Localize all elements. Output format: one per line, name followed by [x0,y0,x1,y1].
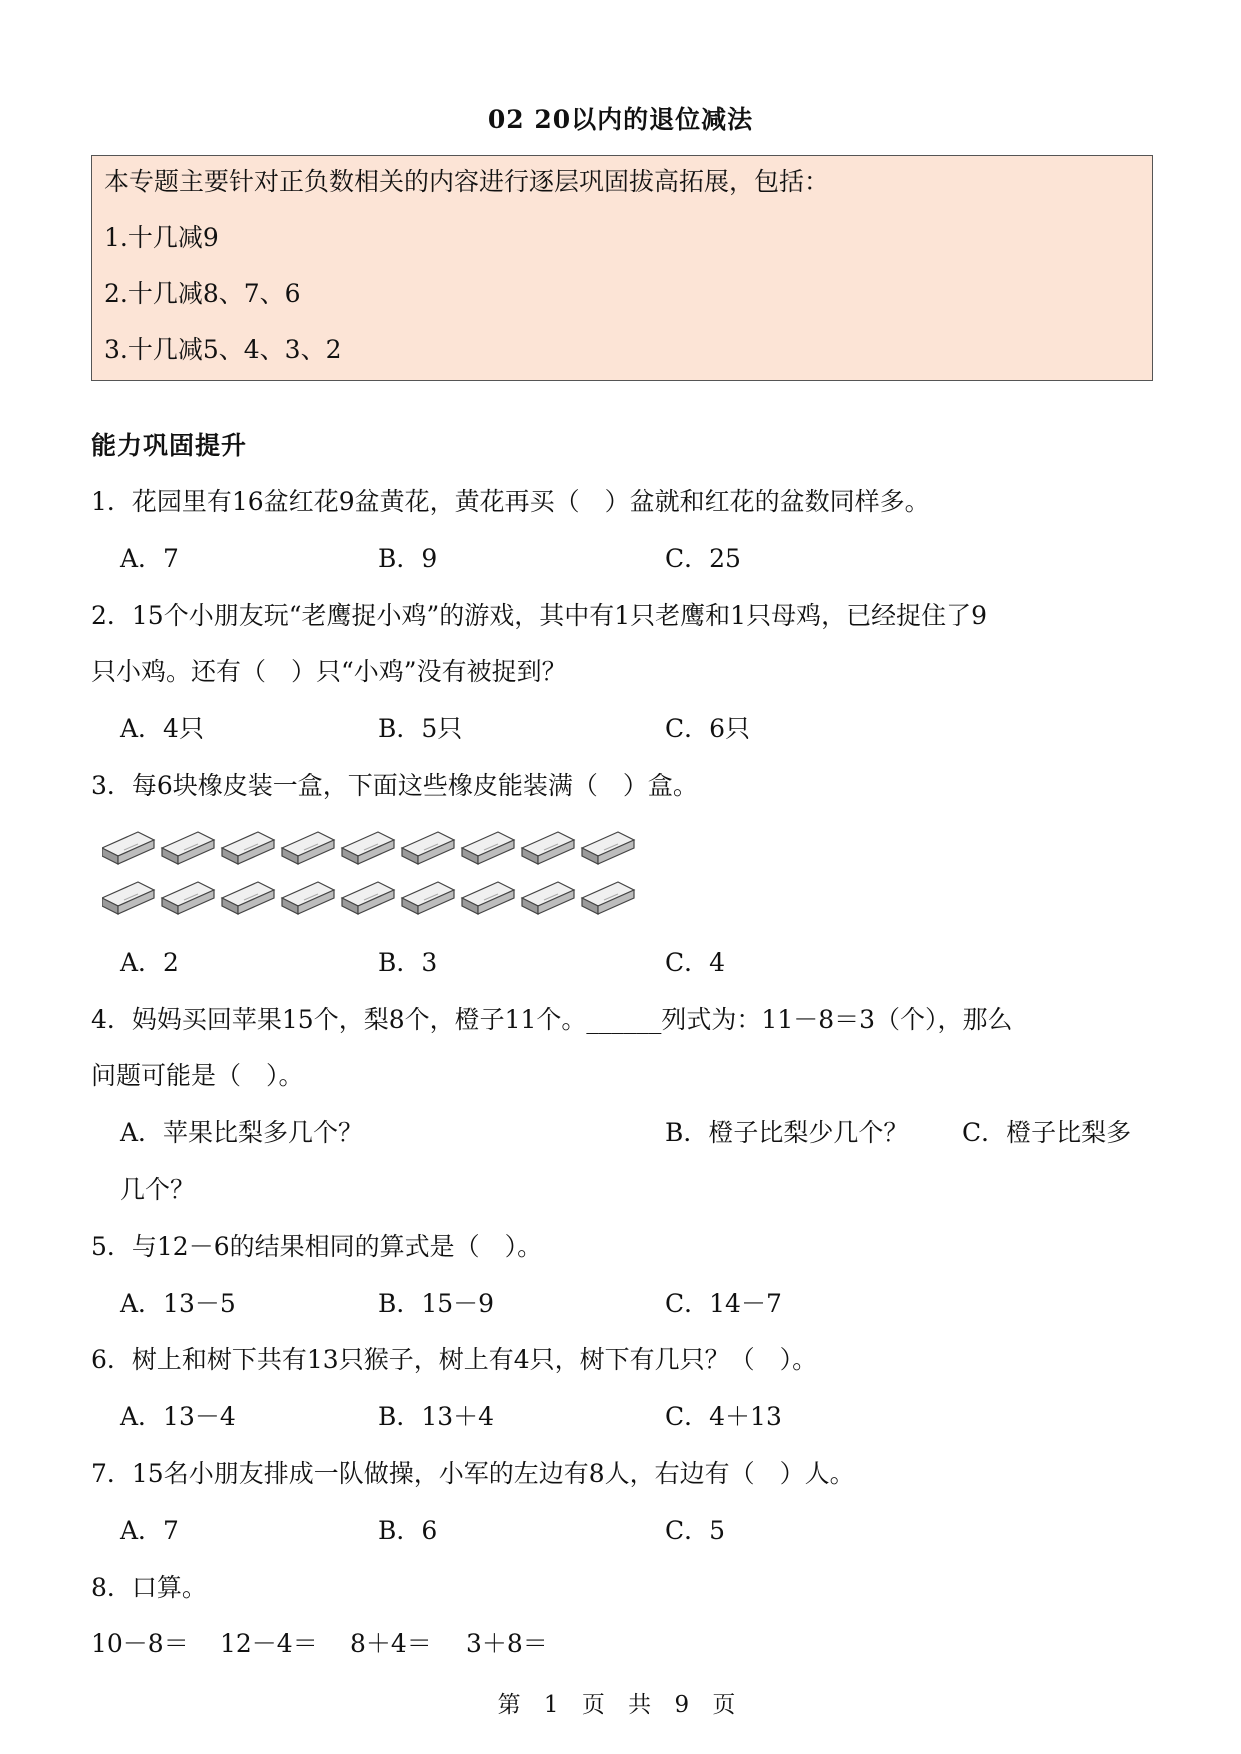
eraser-icon [342,882,394,914]
intro-box [91,155,1153,381]
question-1-option-a: A．7 [120,544,179,573]
question-5-option-b: B．15－9 [378,1289,495,1318]
question-8-expression: 3＋8＝ [466,1629,548,1658]
eraser-icon [282,882,334,914]
question-6-option-b: B．13＋4 [378,1402,495,1431]
eraser-icon [162,882,214,914]
question-2-stem: 2．15个小朋友玩“老鹰捉小鸡”的游戏，其中有1只老鹰和1只母鸡，已经捉住了9 [91,601,987,630]
question-7-option-b: B．6 [378,1516,438,1545]
page-title: 02 20以内的退位减法 [487,105,754,134]
question-8-expression: 12－4＝ [220,1629,318,1658]
page-footer: 第 1 页 共 9 页 [497,1692,744,1718]
question-8-expression: 8＋4＝ [350,1629,432,1658]
question-7-stem: 7．15名小朋友排成一队做操，小军的左边有8人，右边有（ ）人。 [91,1459,855,1488]
eraser-icon [102,882,154,914]
eraser-icon [462,882,514,914]
question-3-option-c: C．4 [665,948,726,977]
eraser-icon [582,832,634,864]
question-2-stem-cont: 只小鸡。还有（ ）只“小鸡”没有被捉到？ [91,657,567,686]
section-title: 能力巩固提升 [91,431,248,460]
intro-heading: 本专题主要针对正负数相关的内容进行逐层巩固拔高拓展，包括： [104,167,830,196]
eraser-icon [402,882,454,914]
question-2-option-c: C．6只 [665,714,751,743]
question-4-stem-cont: 问题可能是（ ）。 [91,1061,304,1090]
intro-item: 1.十几减9 [104,223,219,252]
question-3-option-b: B．3 [378,948,438,977]
intro-item: 3.十几减5、4、3、2 [104,335,342,364]
eraser-icon [342,832,394,864]
intro-item: 2.十几减8、7、6 [104,279,301,308]
question-3-option-a: A．2 [120,948,179,977]
question-8-expression: 10－8＝ [91,1629,189,1658]
eraser-figure [102,826,662,926]
eraser-icon [102,832,154,864]
question-2-option-b: B．5只 [378,714,463,743]
question-7-option-c: C．5 [665,1516,726,1545]
question-3-stem: 3．每6块橡皮装一盒，下面这些橡皮能装满（ ）盒。 [91,771,698,800]
eraser-icon [282,832,334,864]
question-6-stem: 6．树上和树下共有13只猴子，树上有4只，树下有几只？（ ）。 [91,1345,818,1374]
question-4-stem: 4．妈妈买回苹果15个，梨8个，橙子11个。______列式为：11－8＝3（个），那么 [91,1005,1013,1034]
eraser-icon [522,832,574,864]
eraser-icon [522,882,574,914]
question-6-option-a: A．13－4 [120,1402,236,1431]
eraser-icon [162,832,214,864]
question-5-option-a: A．13－5 [120,1289,236,1318]
question-2-option-a: A．4只 [120,714,204,743]
eraser-icon [462,832,514,864]
question-5-option-c: C．14－7 [665,1289,782,1318]
question-6-option-c: C．4＋13 [665,1402,782,1431]
question-1-option-c: C．25 [665,544,741,573]
question-4-option-a: A．苹果比梨多几个？ [120,1118,364,1147]
eraser-icon [222,832,274,864]
question-1-option-b: B．9 [378,544,438,573]
question-4-option-c: C．橙子比梨多 [962,1118,1132,1147]
question-5-stem: 5．与12－6的结果相同的算式是（ ）。 [91,1232,543,1261]
question-4-option-c-cont: 几个？ [120,1175,196,1204]
eraser-icon [402,832,454,864]
question-7-option-a: A．7 [120,1516,179,1545]
question-1-stem: 1．花园里有16盆红花9盆黄花，黄花再买（ ）盆就和红花的盆数同样多。 [91,487,930,516]
eraser-icon [582,882,634,914]
question-8-stem: 8．口算。 [91,1573,207,1602]
question-4-option-b: B．橙子比梨少几个？ [665,1118,909,1147]
eraser-icon [222,882,274,914]
